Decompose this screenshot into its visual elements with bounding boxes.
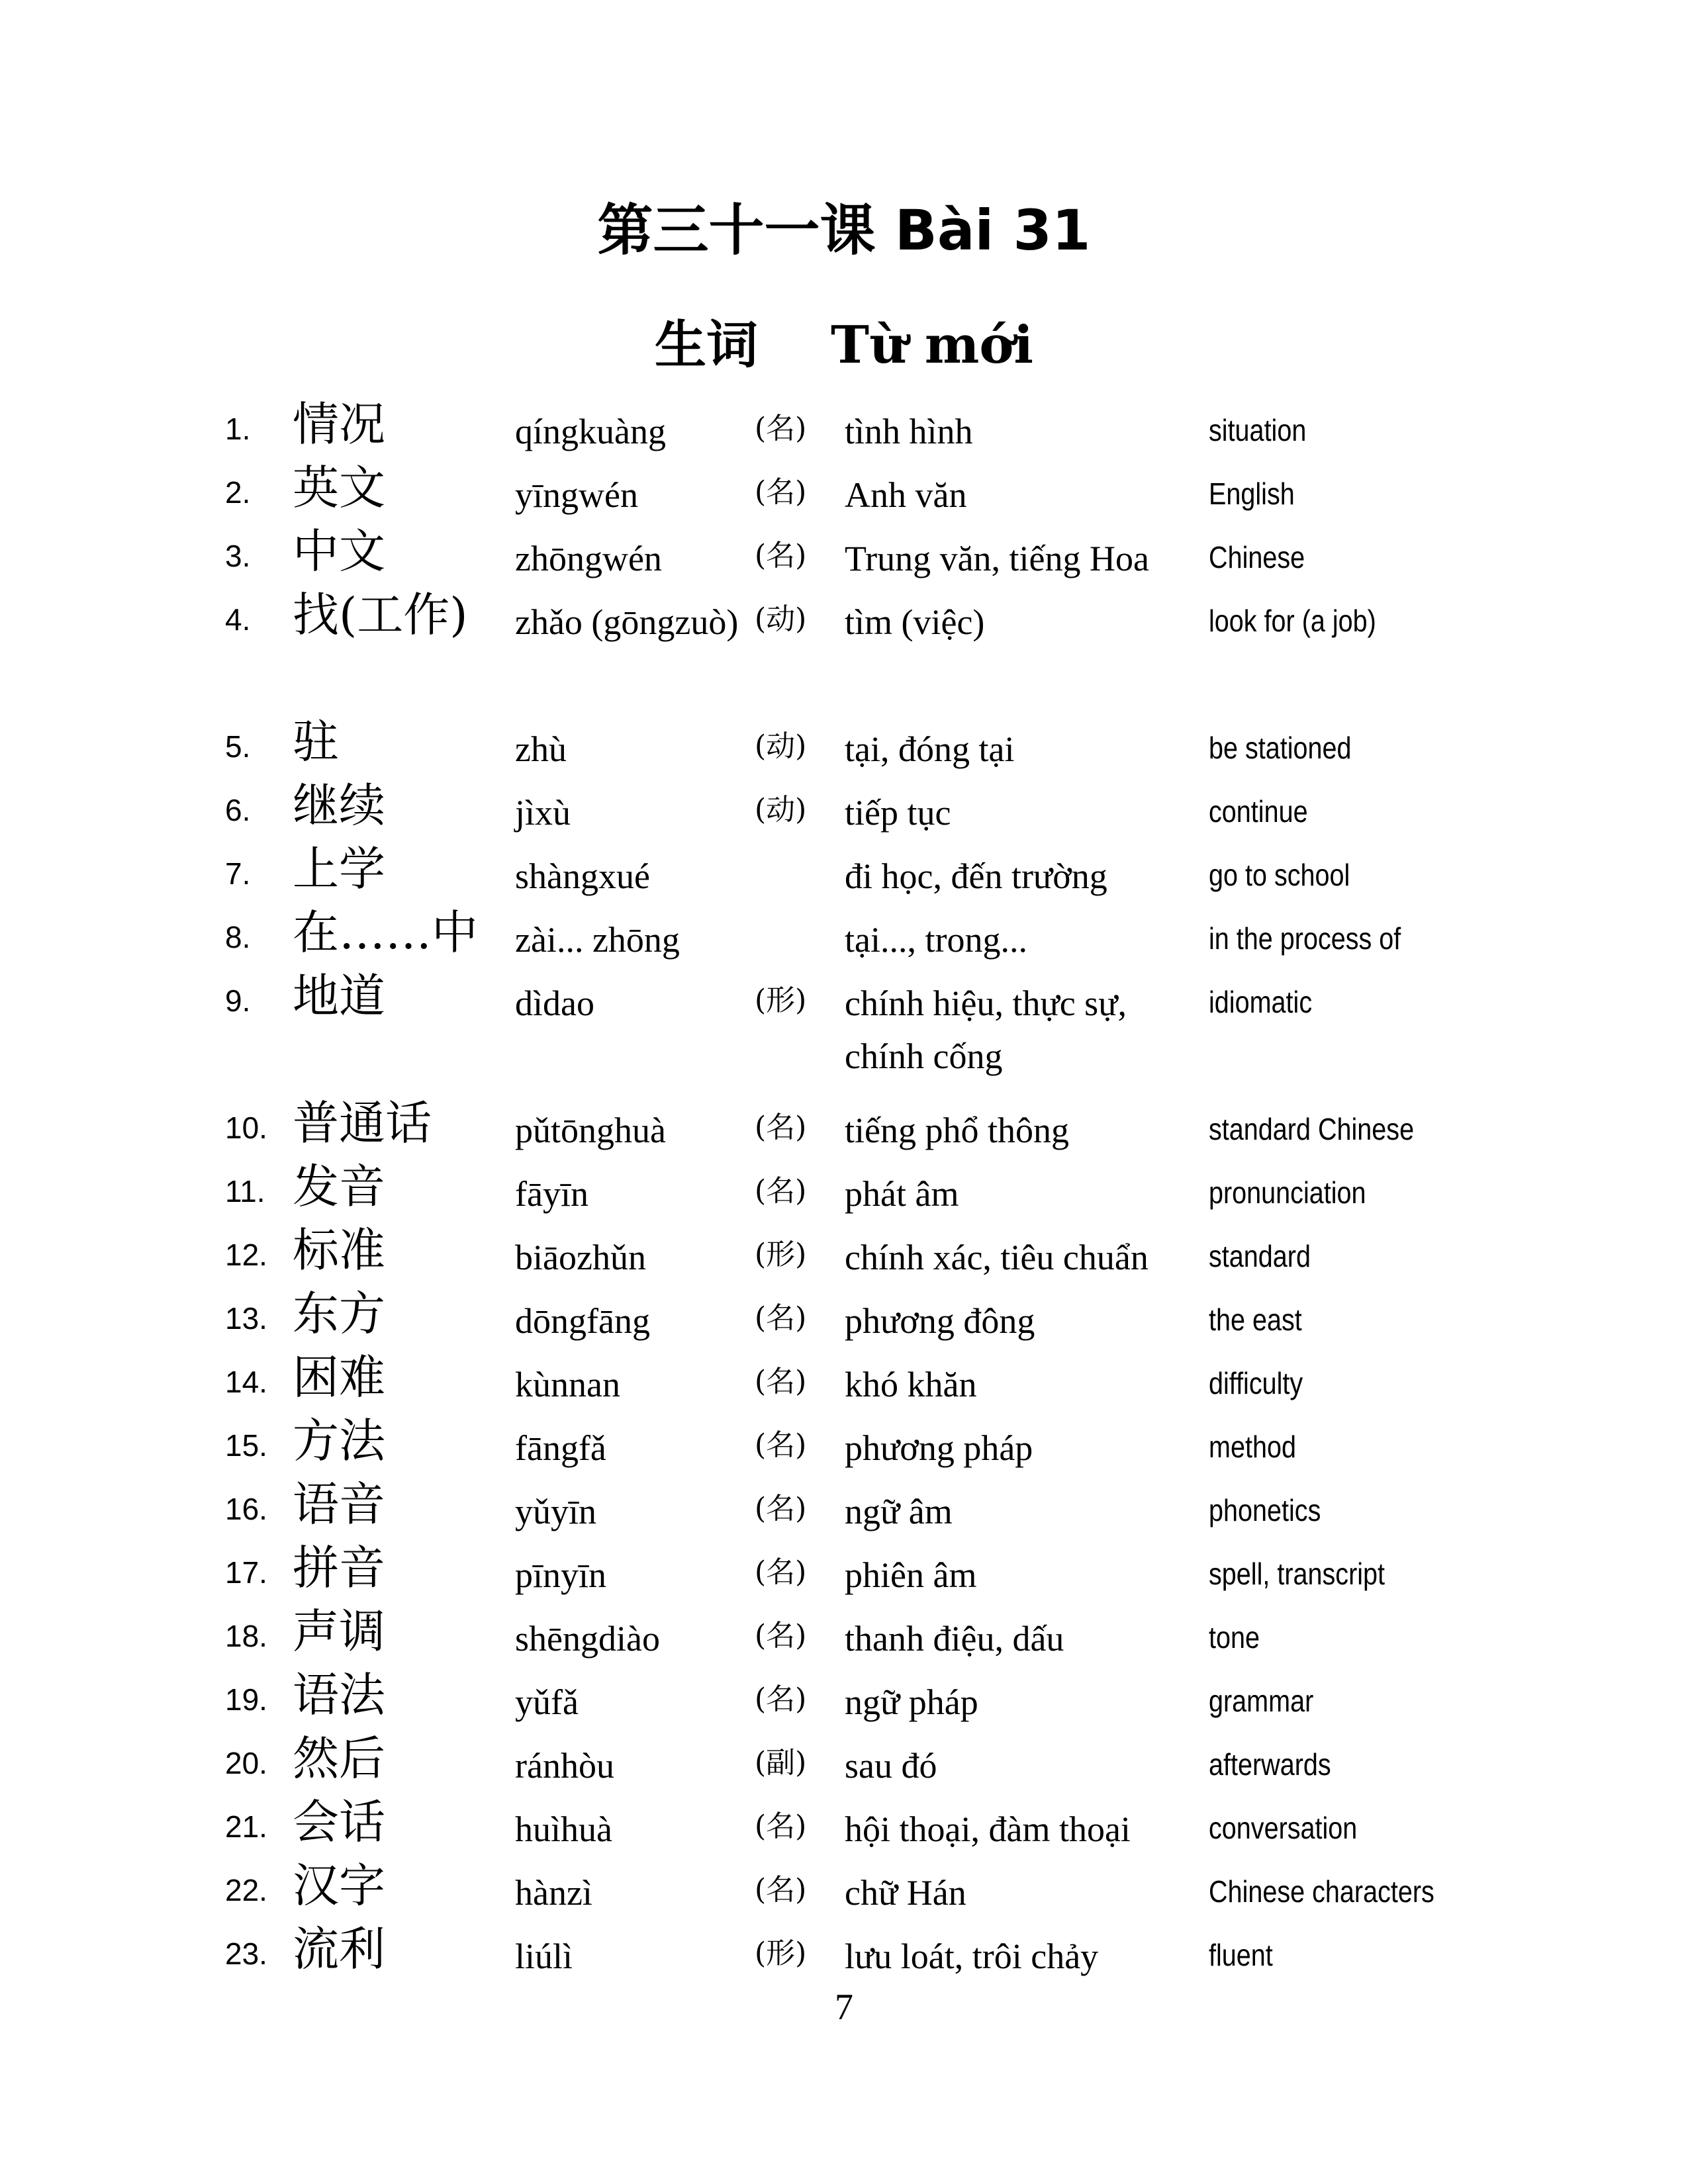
- vocab-pinyin: jìxù: [515, 793, 571, 833]
- vocab-vietnamese: chữ Hán: [845, 1873, 966, 1913]
- vocab-pinyin: hànzì: [515, 1873, 592, 1913]
- vocab-hanzi: 上学: [293, 842, 385, 896]
- vocab-vietnamese: thanh điệu, dấu: [845, 1619, 1064, 1659]
- vocab-pinyin: zhōngwén: [515, 539, 662, 578]
- vocab-vietnamese: đi học, đến trường: [845, 856, 1107, 896]
- vocab-part-of-speech: (名): [755, 1809, 807, 1843]
- vocab-pinyin: biāozhǔn: [515, 1238, 646, 1277]
- vocab-hanzi: 找(工作): [293, 588, 468, 642]
- vocab-number: 10.: [225, 1111, 267, 1145]
- vocab-number: 22.: [225, 1873, 267, 1907]
- vocab-pinyin: fāyīn: [515, 1174, 588, 1214]
- vocab-english: difficulty: [1209, 1366, 1303, 1400]
- vocab-hanzi: 中文: [293, 524, 385, 578]
- vocab-number: 8.: [225, 920, 251, 954]
- vocab-row: [0, 1922, 1688, 1985]
- vocab-pinyin: shàngxué: [515, 856, 650, 896]
- vocab-row: [0, 1858, 1688, 1922]
- vocab-pinyin: fāngfǎ: [515, 1428, 606, 1468]
- vocab-number: 17.: [225, 1555, 267, 1590]
- vocab-part-of-speech: (名): [755, 1174, 807, 1208]
- vocab-hanzi: 会话: [293, 1795, 385, 1849]
- vocab-pinyin: zhù: [515, 729, 567, 769]
- vocab-part-of-speech: (形): [755, 983, 807, 1017]
- vocab-row: [0, 1350, 1688, 1414]
- vocab-english: English: [1209, 477, 1295, 511]
- vocab-pinyin: pīnyīn: [515, 1555, 607, 1595]
- vocab-english: method: [1209, 1430, 1296, 1464]
- vocab-english: be stationed: [1209, 731, 1352, 765]
- vocab-vietnamese: ngữ pháp: [845, 1682, 978, 1722]
- vocab-pinyin: yīngwén: [515, 475, 638, 515]
- vocab-vietnamese: tại..., trong...: [845, 920, 1027, 960]
- vocab-english: spell, transcript: [1209, 1557, 1385, 1591]
- vocab-part-of-speech: (名): [755, 1365, 807, 1398]
- vocab-number: 7.: [225, 856, 251, 891]
- vocab-number: 4.: [225, 602, 251, 637]
- vocab-english: Chinese characters: [1209, 1874, 1434, 1909]
- vocab-part-of-speech: (动): [755, 793, 807, 827]
- vocab-hanzi: 东方: [293, 1287, 385, 1341]
- vocab-row: [0, 905, 1688, 969]
- vocab-vietnamese: khó khăn: [845, 1365, 977, 1404]
- vocab-pinyin: pǔtōnghuà: [515, 1111, 666, 1150]
- vocab-english: afterwards: [1209, 1747, 1331, 1782]
- vocab-english: Chinese: [1209, 540, 1305, 574]
- vocab-pinyin: zhǎo (gōngzuò): [515, 602, 739, 642]
- vocab-number: 18.: [225, 1619, 267, 1653]
- vocab-part-of-speech: (名): [755, 1619, 807, 1653]
- vocab-vietnamese: phát âm: [845, 1174, 959, 1214]
- vocab-vietnamese: chính hiệu, thực sự, chính cống: [845, 983, 1127, 1076]
- vocab-hanzi: 继续: [293, 778, 385, 833]
- vocab-hanzi: 发音: [293, 1160, 385, 1214]
- vocab-number: 1.: [225, 412, 251, 446]
- vocab-hanzi: 普通话: [293, 1096, 432, 1150]
- vocab-part-of-speech: (动): [755, 602, 807, 636]
- vocab-number: 13.: [225, 1301, 267, 1336]
- vocab-part-of-speech: (名): [755, 475, 807, 509]
- vocab-pinyin: dìdao: [515, 983, 594, 1023]
- vocab-row: [0, 1096, 1688, 1160]
- vocab-number: 19.: [225, 1682, 267, 1717]
- vocab-hanzi: 驻: [293, 715, 339, 769]
- vocab-english: tone: [1209, 1620, 1260, 1655]
- vocab-english: standard: [1209, 1239, 1311, 1273]
- vocab-vietnamese: lưu loát, trôi chảy: [845, 1936, 1099, 1976]
- vocab-part-of-speech: (名): [755, 1301, 807, 1335]
- vocab-hanzi: 标准: [293, 1223, 385, 1277]
- lesson-title: 第三十一课 Bài 31: [597, 198, 1091, 263]
- vocab-pinyin: ránhòu: [515, 1746, 614, 1786]
- vocab-row: [0, 1668, 1688, 1731]
- vocab-row: [0, 1223, 1688, 1287]
- vocab-vietnamese: Trung văn, tiếng Hoa: [845, 539, 1149, 578]
- vocab-number: 11.: [225, 1174, 265, 1208]
- vocab-number: 5.: [225, 729, 251, 764]
- vocab-vietnamese: phiên âm: [845, 1555, 977, 1595]
- vocab-english: continue: [1209, 794, 1308, 829]
- vocab-row: [0, 524, 1688, 588]
- vocab-number: 15.: [225, 1428, 267, 1463]
- vocab-row: [0, 1287, 1688, 1350]
- vocab-vietnamese: ngữ âm: [845, 1492, 953, 1531]
- vocab-part-of-speech: (名): [755, 1555, 807, 1589]
- vocab-part-of-speech: (形): [755, 1238, 807, 1271]
- vocab-pinyin: qíngkuàng: [515, 412, 666, 451]
- vocab-english: pronunciation: [1209, 1175, 1366, 1210]
- vocab-english: idiomatic: [1209, 985, 1313, 1019]
- vocab-part-of-speech: (名): [755, 412, 807, 445]
- vocab-part-of-speech: (名): [755, 1873, 807, 1907]
- vocab-english: standard Chinese: [1209, 1112, 1415, 1146]
- vocab-english: in the process of: [1209, 921, 1401, 956]
- vocab-english: look for (a job): [1209, 604, 1376, 638]
- vocab-row: [0, 778, 1688, 842]
- vocab-english: grammar: [1209, 1684, 1314, 1718]
- vocab-vietnamese: tình hình: [845, 412, 973, 451]
- vocab-part-of-speech: (形): [755, 1936, 807, 1970]
- section-heading-vietnamese: Từ mới: [830, 315, 1034, 375]
- vocab-pinyin: yǔfǎ: [515, 1682, 579, 1722]
- vocab-number: 16.: [225, 1492, 267, 1526]
- vocab-row: [0, 1795, 1688, 1858]
- vocab-vietnamese: tìm (việc): [845, 602, 985, 642]
- vocab-vietnamese: sau đó: [845, 1746, 937, 1786]
- vocab-hanzi: 方法: [293, 1414, 385, 1468]
- vocab-vietnamese: phương đông: [845, 1301, 1035, 1341]
- vocab-english: fluent: [1209, 1938, 1273, 1972]
- vocab-english: situation: [1209, 413, 1307, 447]
- section-heading-chinese: 生词: [654, 315, 758, 375]
- vocab-row: [0, 969, 1688, 1096]
- vocab-number: 23.: [225, 1936, 267, 1971]
- vocab-pinyin: dōngfāng: [515, 1301, 650, 1341]
- vocab-hanzi: 在……中: [293, 905, 478, 960]
- vocab-vietnamese: phương pháp: [845, 1428, 1033, 1468]
- vocab-hanzi: 语法: [293, 1668, 385, 1722]
- vocab-part-of-speech: (名): [755, 1111, 807, 1144]
- vocab-vietnamese: chính xác, tiêu chuẩn: [845, 1238, 1149, 1277]
- vocab-pinyin: liúlì: [515, 1936, 573, 1976]
- vocab-part-of-speech: (副): [755, 1746, 807, 1780]
- vocab-row: [0, 1477, 1688, 1541]
- vocab-row: [0, 397, 1688, 461]
- vocab-row: [0, 461, 1688, 524]
- vocab-number: 2.: [225, 475, 251, 510]
- vocab-number: 3.: [225, 539, 251, 573]
- vocab-row: [0, 1604, 1688, 1668]
- vocab-number: 9.: [225, 983, 251, 1018]
- vocab-number: 6.: [225, 793, 251, 827]
- vocab-pinyin: kùnnan: [515, 1365, 620, 1404]
- vocab-number: 12.: [225, 1238, 267, 1272]
- vocab-number: 21.: [225, 1809, 267, 1844]
- vocab-english: the east: [1209, 1302, 1302, 1337]
- vocab-hanzi: 情况: [293, 397, 385, 451]
- vocab-hanzi: 地道: [293, 969, 385, 1023]
- vocab-hanzi: 拼音: [293, 1541, 385, 1595]
- vocab-hanzi: 声调: [293, 1604, 385, 1659]
- vocab-pinyin: zài... zhōng: [515, 920, 680, 960]
- vocab-number: 14.: [225, 1365, 267, 1399]
- vocab-pinyin: huìhuà: [515, 1809, 612, 1849]
- vocab-english: go to school: [1209, 858, 1350, 892]
- section-heading: [0, 312, 1688, 379]
- vocab-hanzi: 语音: [293, 1477, 385, 1531]
- vocab-vietnamese: hội thoại, đàm thoại: [845, 1809, 1131, 1849]
- vocabulary-list: [0, 397, 1688, 1985]
- vocab-part-of-speech: (名): [755, 1492, 807, 1525]
- vocab-row: [0, 1414, 1688, 1477]
- vocab-part-of-speech: (名): [755, 1428, 807, 1462]
- vocab-part-of-speech: (名): [755, 1682, 807, 1716]
- vocab-part-of-speech: (名): [755, 539, 807, 572]
- vocab-row: [0, 1731, 1688, 1795]
- vocab-pinyin: shēngdiào: [515, 1619, 660, 1659]
- vocab-row: [0, 588, 1688, 715]
- vocab-row: [0, 842, 1688, 905]
- vocab-vietnamese: tại, đóng tại: [845, 729, 1015, 769]
- vocab-hanzi: 英文: [293, 461, 385, 515]
- vocab-hanzi: 流利: [293, 1922, 385, 1976]
- vocab-hanzi: 汉字: [293, 1858, 385, 1913]
- vocab-vietnamese: Anh văn: [845, 475, 967, 515]
- vocab-hanzi: 困难: [293, 1350, 385, 1404]
- vocab-vietnamese: tiếng phổ thông: [845, 1111, 1069, 1150]
- vocab-hanzi: 然后: [293, 1731, 385, 1786]
- vocab-row: [0, 1160, 1688, 1223]
- page-number: 7: [835, 1987, 853, 2028]
- vocab-vietnamese: tiếp tục: [845, 793, 951, 833]
- vocab-part-of-speech: (动): [755, 729, 807, 763]
- vocab-row: [0, 1541, 1688, 1604]
- vocab-row: [0, 715, 1688, 778]
- vocab-english: conversation: [1209, 1811, 1358, 1845]
- vocab-english: phonetics: [1209, 1493, 1321, 1527]
- vocab-number: 20.: [225, 1746, 267, 1780]
- vocab-pinyin: yǔyīn: [515, 1492, 597, 1531]
